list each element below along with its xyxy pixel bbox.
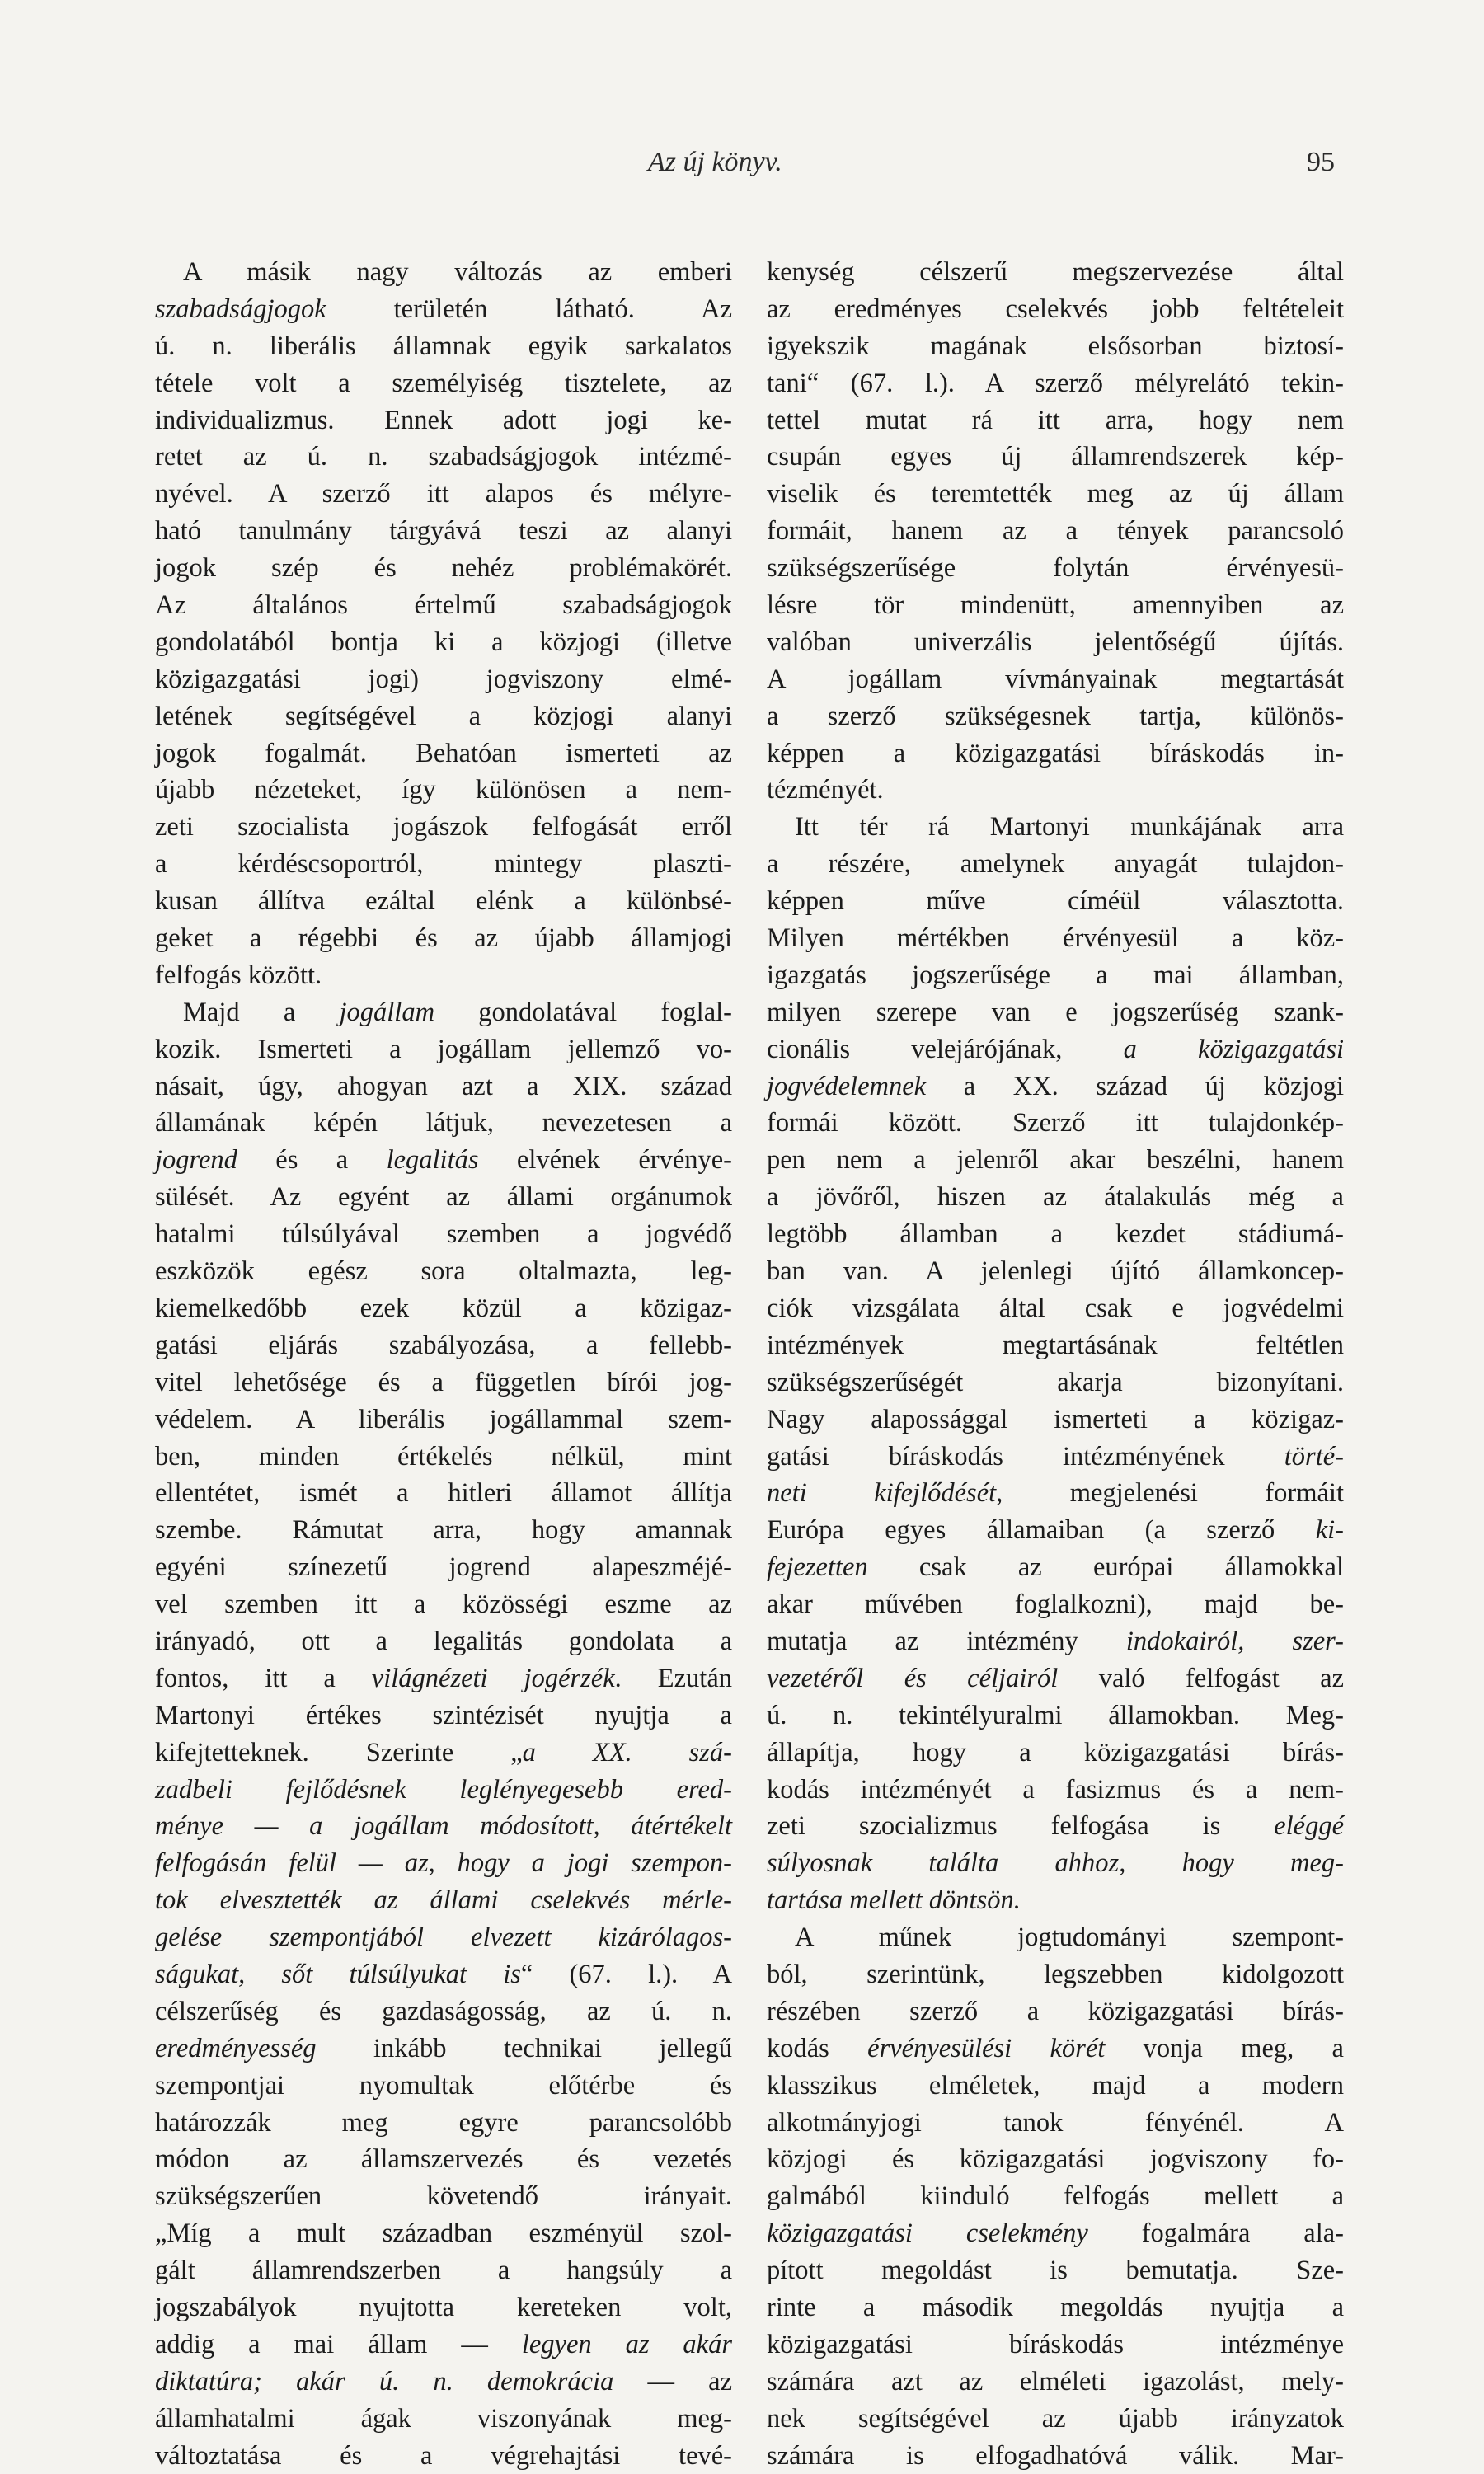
right-column-line: nek segítségével az újabb irányzatok	[767, 2403, 1344, 2434]
right-column-line: közigazgatási bíráskodás intézménye	[767, 2329, 1344, 2359]
right-column-line: A jogállam vívmányainak megtartását	[767, 664, 1344, 694]
right-column-line: viselik és teremtették meg az új állam	[767, 479, 1344, 509]
right-column-line: cionális velejárójának, a közigazgatási	[767, 1034, 1344, 1064]
left-column-line: vel szemben itt a közösségi eszme az	[155, 1589, 732, 1620]
left-column-line: védelem. A liberális jogállammal szem-	[155, 1404, 732, 1434]
left-column-line: fontos, itt a világnézeti jogérzék. Ezután	[155, 1663, 732, 1693]
left-column-line: individualizmus. Ennek adott jogi ke-	[155, 405, 732, 435]
right-column-line: szükségszerűsége folytán érvényesü-	[767, 553, 1344, 584]
left-column-line: letének segítségével a közjogi alanyi	[155, 701, 732, 731]
left-column-line: újabb nézeteket, így különösen a nem-	[155, 775, 732, 805]
right-column-line: ból, szerintünk, legszebben kidolgozott	[767, 1959, 1344, 1989]
left-column-line: ságukat, sőt túlsúlyukat is“ (67. l.). A	[155, 1959, 733, 1989]
right-column-line: Nagy alapossággal ismerteti a közigaz-	[767, 1404, 1344, 1434]
right-column-line: az eredményes cselekvés jobb feltételeit	[767, 293, 1344, 324]
left-column-line: tétele volt a személyiség tisztelete, az	[155, 368, 732, 398]
left-column-line: közigazgatási jogi) jogviszony elmé-	[155, 664, 732, 694]
right-column-line: kenység célszerű megszervezése által	[767, 257, 1344, 287]
left-column-line: hatalmi túlsúlyával szemben a jogvédő	[155, 1219, 732, 1250]
right-column-line: szükségszerűségét akarja bizonyítani.	[767, 1367, 1344, 1397]
right-column-line: részében szerző a közigazgatási bírás-	[767, 1996, 1344, 2026]
left-column-line: zadbeli fejlődésnek leglényegesebb ered-	[155, 1774, 732, 1805]
left-column-line: szempontjai nyomultak előtérbe és	[155, 2070, 732, 2101]
left-column-line: vitel lehetősége és a független bírói jog-	[155, 1367, 732, 1397]
left-column-line: gált államrendszerben a hangsúly a	[155, 2256, 732, 2286]
right-column-line: milyen szerepe van e jogszerűség szank-	[767, 997, 1344, 1027]
right-column-line: tézményét.	[767, 775, 884, 805]
left-text-column	[155, 254, 732, 2474]
right-column-line: A műnek jogtudományi szempont-	[795, 1922, 1344, 1953]
left-column-line: szabadságjogok területén látható. Az	[155, 293, 732, 324]
right-column-line: ú. n. tekintélyuralmi államokban. Meg-	[767, 1700, 1344, 1730]
right-column-line: tartása mellett döntsön.	[767, 1885, 1021, 1916]
left-column-line: felfogásán felül — az, hogy a jogi szempon-	[155, 1848, 732, 1879]
right-column-line: tani“ (67. l.). A szerző mélyrelátó tekin-	[767, 368, 1344, 398]
left-column-line: ú. n. liberális államnak egyik sarkalatos	[155, 331, 732, 361]
right-column-line: közjogi és közigazgatási jogviszony fo-	[767, 2144, 1344, 2175]
right-column-line: pen nem a jelenről akar beszélni, hanem	[767, 1145, 1344, 1176]
left-column-line: módon az államszervezés és vezetés	[155, 2144, 732, 2175]
right-column-line: ban van. A jelenlegi újító államkoncep-	[767, 1256, 1344, 1287]
right-column-line: kodás intézményét a fasizmus és a nem-	[767, 1774, 1344, 1805]
left-column-line: gelése szempontjából elvezett kizárólagos-	[155, 1922, 732, 1953]
right-column-line: Milyen mértékben érvényesül a köz-	[767, 923, 1344, 954]
left-column-line: kiemelkedőbb ezek közül a közigaz-	[155, 1293, 732, 1323]
left-column-line: Martonyi értékes szintézisét nyujtja a	[155, 1700, 732, 1730]
left-column-line: násait, úgy, ahogyan azt a XIX. század	[155, 1071, 732, 1101]
left-column-line: nyével. A szerző itt alapos és mélyre-	[155, 479, 732, 509]
right-column-line: gatási bíráskodás intézményének törté-	[767, 1441, 1344, 1472]
left-column-line: irányadó, ott a legalitás gondolata a	[155, 1626, 732, 1656]
right-column-line: valóban univerzális jelentőségű újítás.	[767, 627, 1344, 657]
right-column-line: számára azt az elméleti igazolást, mely-	[767, 2366, 1344, 2397]
left-column-line: államának képén látjuk, nevezetesen a	[155, 1108, 732, 1138]
left-column-line: határozzák meg egyre parancsolóbb	[155, 2107, 732, 2138]
left-column-line: geket a régebbi és az újabb államjogi	[155, 923, 732, 954]
right-column-line: lésre tör mindenütt, amennyiben az	[767, 590, 1344, 621]
right-column-line: igyekszik magának elsősorban biztosí-	[767, 331, 1344, 361]
running-head	[648, 147, 1341, 178]
left-column-line: egyéni színezetű jogrend alapeszméjé-	[155, 1552, 732, 1583]
right-column-line: klasszikus elméletek, majd a modern	[767, 2070, 1344, 2101]
left-column-line: Az általános értelmű szabadságjogok	[155, 590, 732, 621]
left-column-line: jogok fogalmát. Behatóan ismerteti az	[155, 738, 732, 768]
left-column-line: célszerűség és gazdaságosság, az ú. n.	[155, 1996, 732, 2026]
right-column-line: képpen műve címéül választotta.	[767, 886, 1344, 917]
left-column-line: kusan állítva ezáltal elénk a különbsé-	[155, 886, 732, 917]
left-column-line: gatási eljárás szabályozása, a fellebb-	[155, 1330, 732, 1360]
right-column-line: galmából kiinduló felfogás mellett a	[767, 2181, 1344, 2212]
left-column-line: szembe. Rámutat arra, hogy amannak	[155, 1515, 732, 1546]
left-column-line: eszközök egész sora oltalmazta, leg-	[155, 1256, 732, 1287]
left-column-line: változtatása és a végrehajtási tevé-	[155, 2440, 732, 2471]
left-column-line: ható tanulmány tárgyává teszi az alanyi	[155, 516, 732, 547]
left-column-line: felfogás között.	[155, 960, 322, 990]
left-column-line: szükségszerűen követendő irányait.	[155, 2181, 732, 2212]
right-column-line: intézmények megtartásának feltétlen	[767, 1330, 1344, 1360]
left-column-line: zeti szocialista jogászok felfogását erről	[155, 812, 732, 843]
left-column-line: ménye — a jogállam módosított, átértékelt	[155, 1811, 732, 1842]
right-column-line: fejezetten csak az európai államokkal	[767, 1552, 1344, 1583]
page-number: 95	[1307, 147, 1335, 177]
right-column-line: a részére, amelynek anyagát tulajdon-	[767, 849, 1344, 880]
right-column-line: kodás érvényesülési körét vonja meg, a	[767, 2033, 1344, 2063]
left-column-line: kifejtetteknek. Szerinte „a XX. szá-	[155, 1737, 732, 1767]
right-column-line: alkotmányjogi tanok fényénél. A	[767, 2107, 1344, 2138]
left-column-line: retet az ú. n. szabadságjogok intézmé-	[155, 442, 732, 472]
right-column-line: mutatja az intézmény indokairól, szer-	[767, 1626, 1344, 1656]
left-column-line: sülését. Az egyént az állami orgánumok	[155, 1182, 732, 1213]
right-column-line: zeti szocializmus felfogása is eléggé	[767, 1811, 1344, 1842]
left-column-line: államhatalmi ágak viszonyának meg-	[155, 2403, 732, 2434]
running-title: Az új könyv.	[648, 147, 782, 177]
left-column-line: gondolatából bontja ki a közjogi (illetve	[155, 627, 732, 657]
left-column-line: jogszabályok nyujtotta kereteken volt,	[155, 2292, 732, 2322]
right-column-line: ciók vizsgálata által csak e jogvédelmi	[767, 1293, 1344, 1323]
right-column-line: Európa egyes államaiban (a szerző ki-	[767, 1515, 1344, 1546]
right-column-line: legtöbb államban a kezdet stádiumá-	[767, 1219, 1344, 1250]
left-column-line: ellentétet, ismét a hitleri államot állítja	[155, 1478, 732, 1509]
right-column-line: állapítja, hogy a közigazgatási bírás-	[767, 1737, 1344, 1767]
left-column-line: jogok szép és nehéz problémakörét.	[155, 553, 732, 584]
right-column-line: Itt tér rá Martonyi munkájának arra	[795, 812, 1344, 843]
right-text-column	[767, 254, 1344, 2474]
right-column-line: a szerző szükségesnek tartja, különös-	[767, 701, 1344, 731]
right-column-line: igazgatás jogszerűsége a mai államban,	[767, 960, 1344, 990]
left-column-line: ben, minden értékelés nélkül, mint	[155, 1441, 732, 1472]
left-column-line: tok elvesztették az állami cselekvés mérle-	[155, 1885, 732, 1916]
left-column-line: jogrend és a legalitás elvének érvénye-	[155, 1145, 733, 1176]
right-column-line: formáit, hanem az a tények parancsoló	[767, 516, 1344, 547]
left-column-line: a kérdéscsoportról, mintegy plaszti-	[155, 849, 732, 880]
left-column-line: addig a mai állam — legyen az akár	[155, 2329, 732, 2359]
right-column-line: csupán egyes új államrendszerek kép-	[767, 442, 1344, 472]
right-column-line: pított megoldást is bemutatja. Sze-	[767, 2256, 1344, 2286]
right-column-line: közigazgatási cselekmény fogalmára ala-	[767, 2218, 1344, 2249]
right-column-line: rinte a második megoldás nyujtja a	[767, 2292, 1344, 2322]
right-column-line: neti kifejlődését, megjelenési formáit	[767, 1478, 1344, 1509]
right-column-line: vezetéről és céljairól való felfogást az	[767, 1663, 1344, 1693]
right-column-line: számára is elfogadhatóvá válik. Mar-	[767, 2440, 1344, 2471]
right-column-line: tettel mutat rá itt arra, hogy nem	[767, 405, 1344, 435]
left-column-line: A másik nagy változás az emberi	[183, 257, 732, 287]
right-column-line: a jövőről, hiszen az átalakulás még a	[767, 1182, 1344, 1213]
right-column-line: akar művében foglalkozni), majd be-	[767, 1589, 1344, 1620]
right-column-line: képpen a közigazgatási bíráskodás in-	[767, 738, 1344, 768]
left-column-line: Majd a jogállam gondolatával foglal-	[183, 997, 732, 1027]
left-column-line: eredményesség inkább technikai jellegű	[155, 2033, 732, 2063]
left-column-line: kozik. Ismerteti a jogállam jellemző vo-	[155, 1034, 732, 1064]
right-column-line: súlyosnak találta ahhoz, hogy meg-	[767, 1848, 1344, 1879]
right-column-line: formái között. Szerző itt tulajdonkép-	[767, 1108, 1344, 1138]
left-column-line: diktatúra; akár ú. n. demokrácia — az	[155, 2366, 732, 2397]
left-column-line: „Míg a mult században eszményül szol-	[155, 2218, 732, 2249]
right-column-line: jogvédelemnek a XX. század új közjogi	[767, 1071, 1344, 1101]
